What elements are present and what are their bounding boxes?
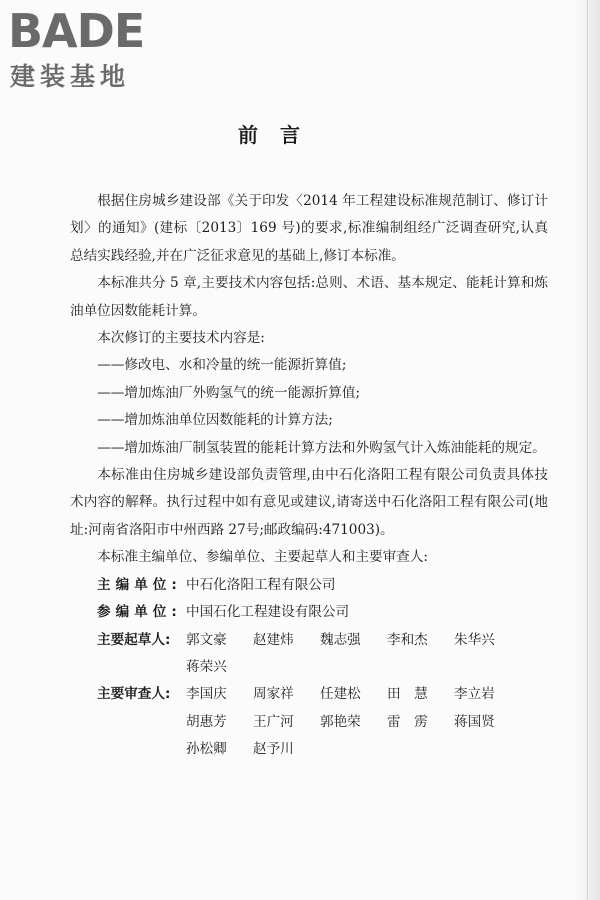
reviewer-name: 蒋国贤 bbox=[454, 713, 495, 730]
chief-unit-row bbox=[70, 572, 548, 599]
participating-unit-label: 参编单位: bbox=[97, 604, 182, 621]
reviewer-name: 李国庆 bbox=[186, 686, 227, 703]
credits-list bbox=[70, 572, 548, 764]
drafters-label: 主要起草人: bbox=[97, 631, 171, 648]
reviewer-name: 李立岩 bbox=[454, 686, 495, 703]
drafter-name: 赵建炜 bbox=[253, 631, 294, 648]
drafter-name: 朱华兴 bbox=[454, 631, 495, 648]
revision-item: ——增加炼油单位因数能耗的计算方法; bbox=[97, 412, 333, 429]
participating-unit-value: 中国石化工程建设有限公司 bbox=[186, 604, 350, 621]
bade-logo bbox=[8, 6, 188, 96]
paragraph-management: 本标准由住房城乡建设部负责管理,由中石化洛阳工程有限公司负责具体技术内容的解释。执行过程中如有意见或建议,请寄送中石化洛阳工程有限公司(地址:河南省洛阳市中州西路 27号;邮政编码:471003)。 bbox=[70, 467, 548, 538]
reviewers-row bbox=[70, 681, 548, 763]
reviewer-name: 赵予川 bbox=[253, 741, 294, 758]
paragraph-contents: 本标准共分 5 章,主要技术内容包括:总则、术语、基本规定、能耗计算和炼油单位因数能耗计算。 bbox=[70, 275, 548, 319]
reviewer-name: 郭艳荣 bbox=[320, 713, 361, 730]
drafters-row bbox=[70, 627, 548, 682]
drafters-names bbox=[186, 627, 548, 682]
drafter-name: 蒋荣兴 bbox=[186, 658, 227, 675]
preface-body bbox=[70, 188, 548, 764]
paragraph-units-intro: 本标准主编单位、参编单位、主要起草人和主要审查人: bbox=[97, 549, 429, 566]
page-title: 前言 bbox=[238, 123, 322, 147]
reviewer-name: 王广河 bbox=[253, 713, 294, 730]
drafter-name: 郭文豪 bbox=[186, 631, 227, 648]
paragraph-background: 根据住房城乡建设部《关于印发〈2014 年工程建设标准规范制订、修订计划〉的通知》(建标〔2013〕169 号)的要求,标准编制组经广泛调查研究,认真总结实践经验,并在广泛征求意见的基础上,修订本标准。 bbox=[70, 193, 548, 264]
reviewer-name: 田 慧 bbox=[387, 686, 428, 703]
paragraph-revision-intro: 本次修订的主要技术内容是: bbox=[97, 330, 265, 347]
reviewer-name: 任建松 bbox=[320, 686, 361, 703]
reviewers-label: 主要审查人: bbox=[97, 686, 171, 703]
revision-item: ——增加炼油厂制氢装置的能耗计算方法和外购氢气计入炼油能耗的规定。 bbox=[97, 439, 546, 456]
drafter-name: 李和杰 bbox=[387, 631, 428, 648]
reviewer-name: 雷 雳 bbox=[387, 713, 428, 730]
participating-unit-row bbox=[70, 599, 548, 626]
chief-unit-label: 主编单位: bbox=[97, 576, 182, 593]
binding-edge-line bbox=[587, 0, 588, 900]
revision-item: ——修改电、水和冷量的统一能源折算值; bbox=[97, 357, 347, 374]
chief-unit-value: 中石化洛阳工程有限公司 bbox=[186, 576, 336, 593]
revision-item: ——增加炼油厂外购氢气的统一能源折算值; bbox=[97, 384, 361, 401]
reviewer-name: 周家祥 bbox=[253, 686, 294, 703]
logo-wordmark: BADE bbox=[8, 4, 145, 58]
reviewer-name: 孙松卿 bbox=[186, 741, 227, 758]
reviewer-name: 胡惠芳 bbox=[186, 713, 227, 730]
drafter-name: 魏志强 bbox=[320, 631, 361, 648]
reviewers-names bbox=[186, 681, 548, 763]
logo-subtitle: 建装基地 bbox=[10, 62, 131, 91]
